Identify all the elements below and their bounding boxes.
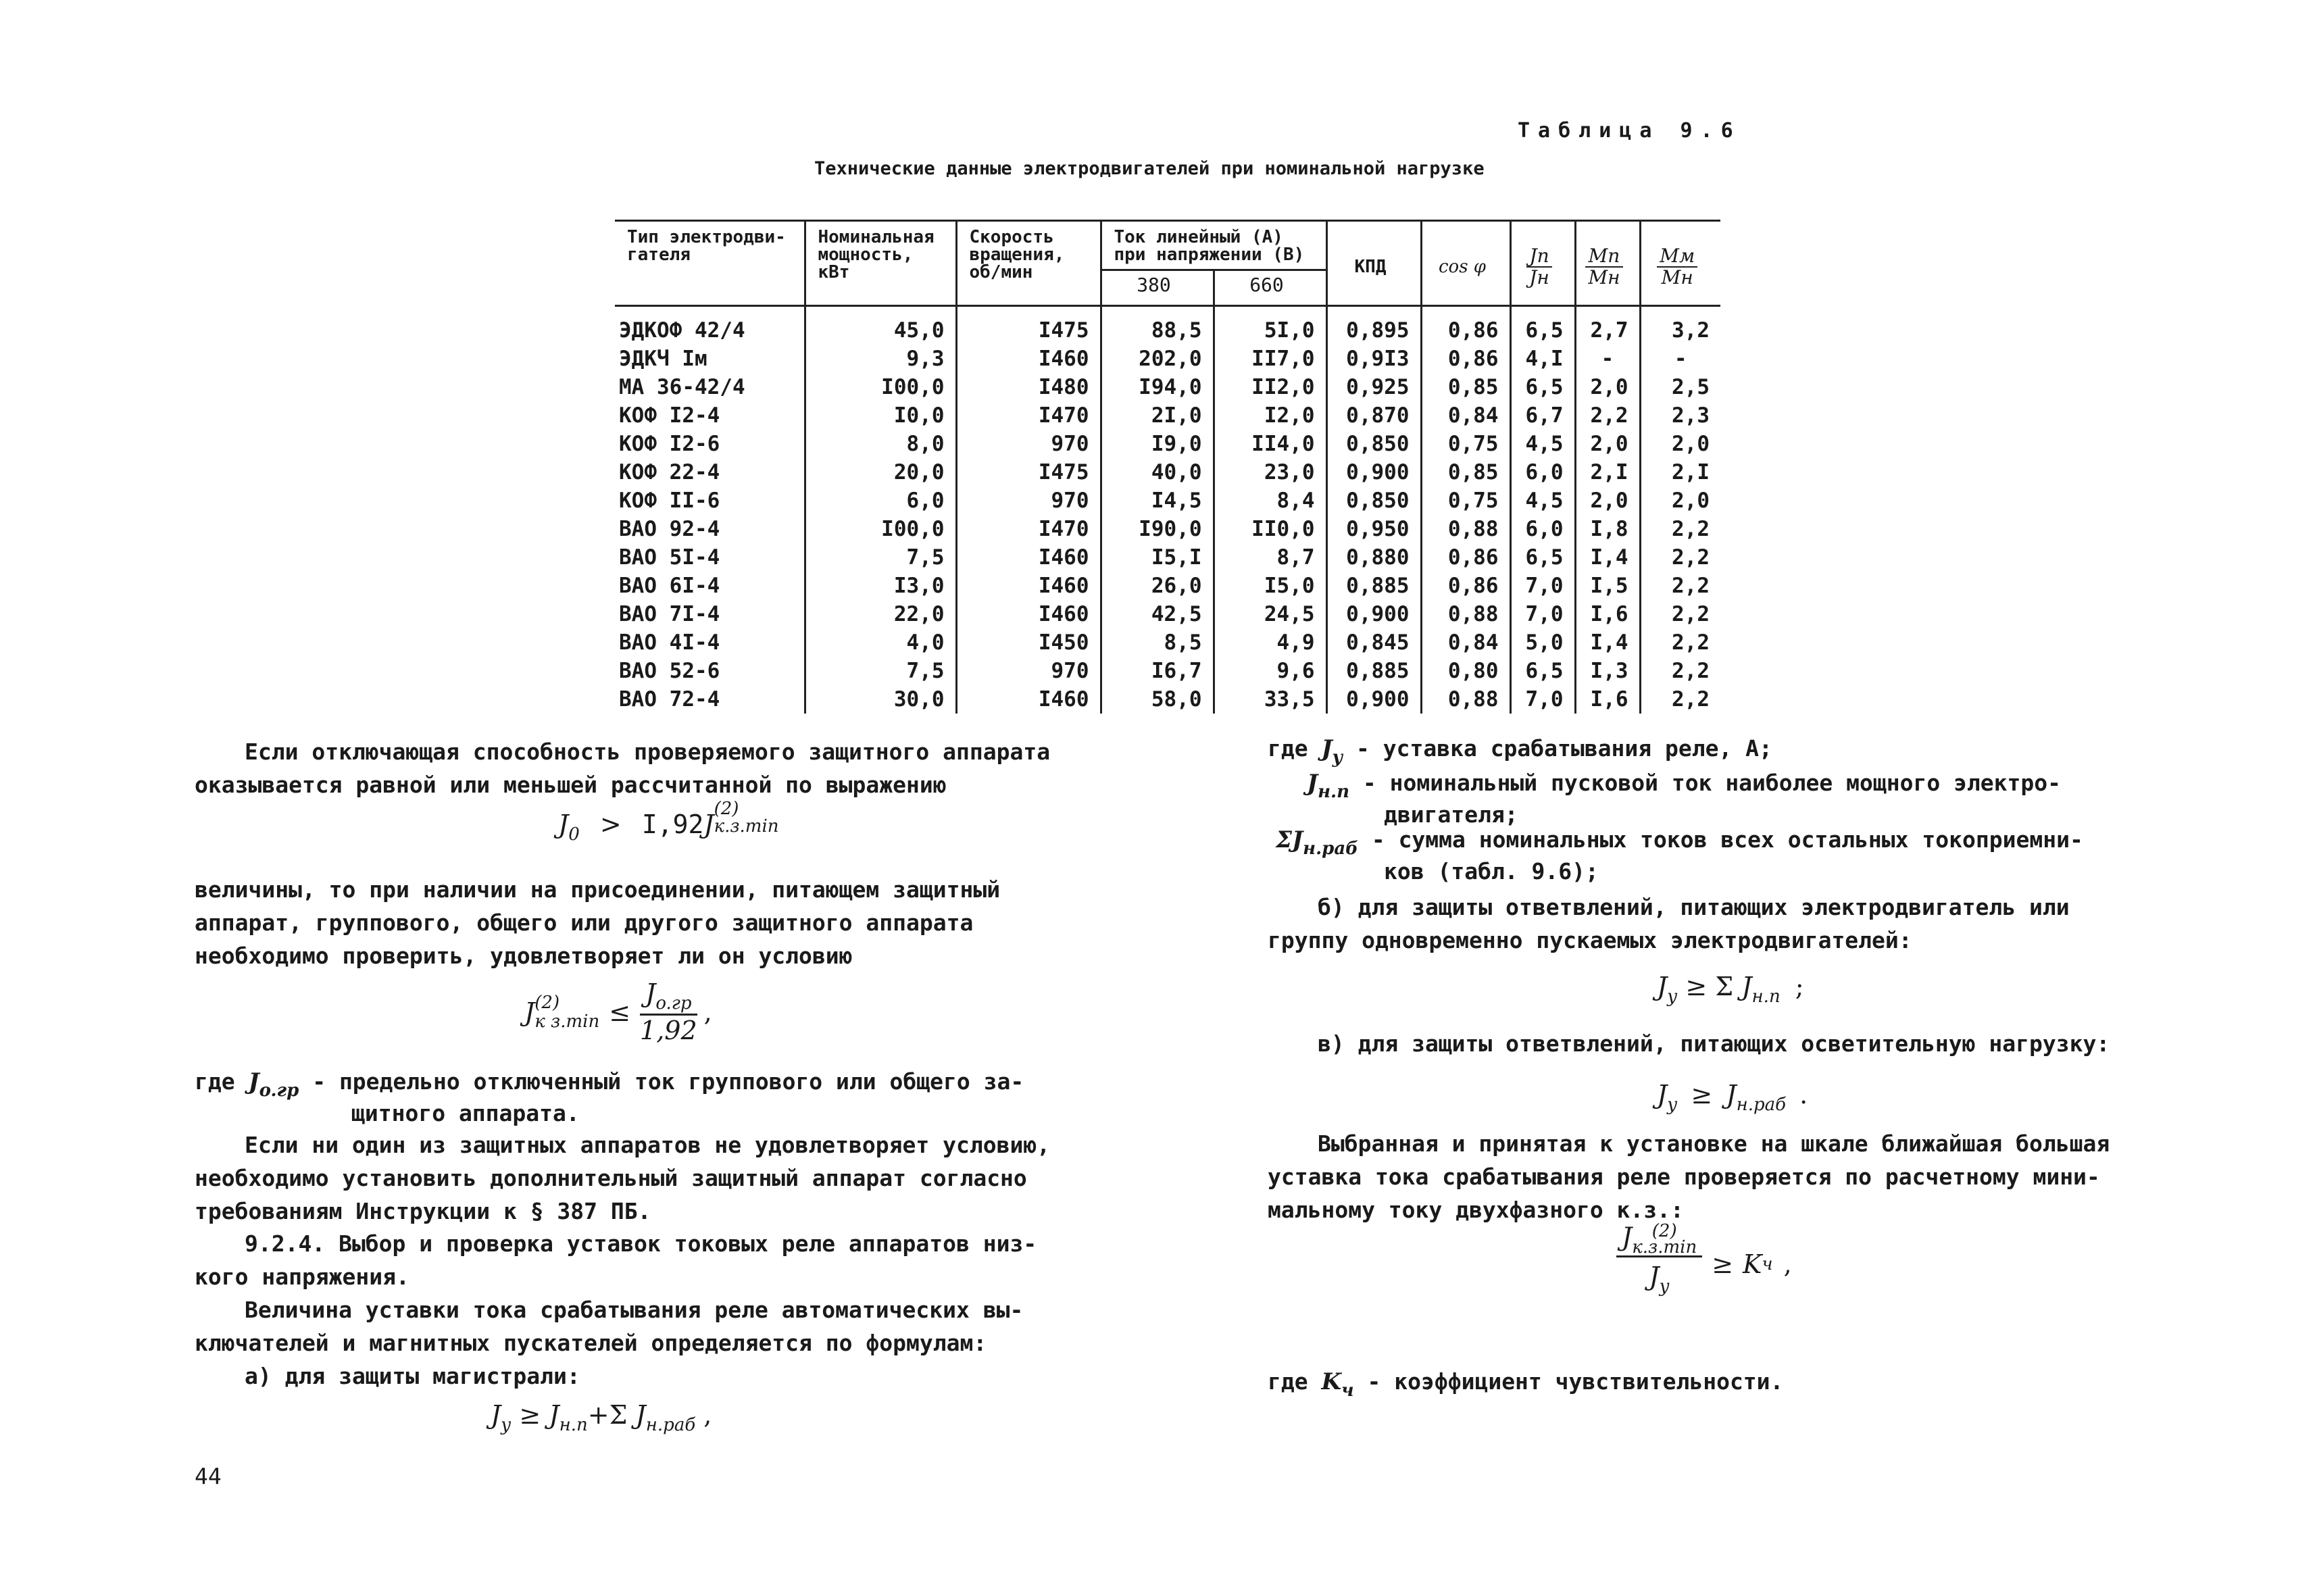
header-ip-num: Jп xyxy=(1526,246,1552,268)
f2-den: 1,92 xyxy=(640,1016,697,1045)
cell-kpd: 0,870 xyxy=(1326,401,1421,430)
left-where-1 xyxy=(195,1070,1024,1125)
header-kpd: КПД xyxy=(1326,221,1421,306)
w3-line1: - сумма номинальных токов всех остальных токоприемни- xyxy=(1371,826,2083,853)
header-type: Тип электродви-гателя xyxy=(615,221,805,306)
cell-power: 7,5 xyxy=(805,543,956,572)
cell-mm: 2,2 xyxy=(1640,685,1720,714)
f3-lhs-sub: у xyxy=(501,1415,512,1435)
b-line2: группу одновременно пускаемых электродвигателей: xyxy=(1268,927,1912,953)
f3-a-sub: н.п xyxy=(559,1415,588,1435)
p3-line1: Если ни один из защитных аппаратов не удовлетворяет условию, xyxy=(245,1132,1051,1158)
cell-mp: 2,7 xyxy=(1575,306,1640,345)
p-line2: уставка тока срабатывания реле проверяется по расчетному мини- xyxy=(1268,1164,2100,1190)
cell-ip: 4,5 xyxy=(1510,430,1575,458)
p5-line3: а) для защиты магистрали: xyxy=(245,1363,580,1389)
cell-power: I00,0 xyxy=(805,373,956,401)
header-660: 660 xyxy=(1214,270,1326,306)
cell-i660: II2,0 xyxy=(1214,373,1326,401)
table-row xyxy=(615,515,1720,543)
f4-lhs: J xyxy=(1657,972,1668,1001)
cell-speed: 970 xyxy=(956,487,1101,515)
p5-line2: ключателей и магнитных пускателей определяется по формулам: xyxy=(195,1330,987,1356)
cell-kpd: 0,925 xyxy=(1326,373,1421,401)
f5-op: ≥ xyxy=(1691,1080,1713,1109)
cell-name: ЭДКОФ 42/4 xyxy=(619,318,745,343)
left-paragraph-2 xyxy=(195,873,1000,972)
header-mp-den: Mн xyxy=(1588,266,1620,289)
p-line3: мальному току двухфазного к.з.: xyxy=(1268,1197,1684,1223)
table-row xyxy=(615,487,1720,515)
p2-line1: величины, то при наличии на присоединении, питающем защитный xyxy=(195,876,1001,903)
f5-lhs-sub: у xyxy=(1667,1095,1678,1115)
f6-num-sub: к.з.min xyxy=(1632,1237,1697,1257)
cell-i660: 5I,0 xyxy=(1214,306,1326,345)
last-symbol xyxy=(1321,1368,1354,1401)
b-line1: б) для защиты ответвлений, питающих электродвигатель или xyxy=(1318,894,2070,920)
cell-kpd: 0,885 xyxy=(1326,572,1421,600)
table-row xyxy=(615,345,1720,373)
header-mm-ratio xyxy=(1640,221,1720,306)
left-paragraph-4 xyxy=(195,1227,1037,1293)
f4-rhs: J xyxy=(1741,972,1752,1001)
cell-i380: I5,I xyxy=(1101,543,1214,572)
cell-ip: 6,0 xyxy=(1510,458,1575,487)
cell-mp: 2,2 xyxy=(1575,401,1640,430)
header-mm-den: Mн xyxy=(1661,266,1693,289)
cell-mp: I,8 xyxy=(1575,515,1640,543)
table-row xyxy=(615,306,1720,345)
cell-kpd: 0,845 xyxy=(1326,628,1421,657)
left-paragraph-5 xyxy=(195,1293,1023,1393)
formula-2 xyxy=(524,978,712,1045)
cell-name: ВАО 92-4 xyxy=(619,517,720,541)
cell-ip: 7,0 xyxy=(1510,600,1575,628)
w1-symbol xyxy=(1321,735,1343,768)
header-speed: Скорость вращения, об/мин xyxy=(956,221,1101,306)
header-ip-den: Jн xyxy=(1529,266,1549,289)
right-where-2 xyxy=(1307,772,2061,826)
table-body xyxy=(615,306,1720,714)
header-current: Ток линейный (А) при напряжении (В) xyxy=(1101,221,1326,270)
f6-rhs: K xyxy=(1743,1249,1762,1279)
w2-line2: двигателя; xyxy=(1384,801,1518,828)
cell-i660: 8,4 xyxy=(1214,487,1326,515)
w2-sym: J xyxy=(1307,770,1318,797)
f3-op: ≥ xyxy=(519,1400,541,1430)
cell-name: КОФ I2-6 xyxy=(619,432,720,456)
header-380: 380 xyxy=(1101,270,1214,306)
p1-line1: Если отключающая способность проверяемого защитного аппарата xyxy=(245,739,1051,765)
f2-lhs: J xyxy=(524,997,535,1027)
cell-power: 7,5 xyxy=(805,657,956,685)
cell-name: ВАО 7I-4 xyxy=(619,602,720,626)
f5-tail: . xyxy=(1799,1080,1808,1109)
cell-cos: 0,88 xyxy=(1421,685,1510,714)
w2-symbol xyxy=(1307,770,1350,802)
p2-line2: аппарат, группового, общего или другого защитного аппарата xyxy=(195,909,974,936)
cell-mm: 2,2 xyxy=(1640,515,1720,543)
f2-sup: (2) xyxy=(534,992,560,1013)
cell-speed: I460 xyxy=(956,685,1101,714)
table-row xyxy=(615,600,1720,628)
f1-lhs: J xyxy=(558,809,569,839)
cell-name: КОФ II-6 xyxy=(619,489,720,513)
cell-mp: 2,I xyxy=(1575,458,1640,487)
f4-tail: ; xyxy=(1795,972,1804,1001)
cell-cos: 0,88 xyxy=(1421,515,1510,543)
cell-mm: 3,2 xyxy=(1640,306,1720,345)
cell-kpd: 0,880 xyxy=(1326,543,1421,572)
cell-mm: 2,0 xyxy=(1640,487,1720,515)
f1-coef: I,92 xyxy=(641,809,704,839)
cell-mm: - xyxy=(1640,345,1720,373)
f2-op: ≤ xyxy=(609,997,631,1027)
header-mp-ratio xyxy=(1575,221,1640,306)
cell-mm: 2,2 xyxy=(1640,628,1720,657)
cell-i380: 58,0 xyxy=(1101,685,1214,714)
motor-data-table xyxy=(615,220,1720,714)
w3-symbol xyxy=(1276,826,1358,859)
cell-ip: 5,0 xyxy=(1510,628,1575,657)
cell-mp: 2,0 xyxy=(1575,487,1640,515)
header-ip-ratio xyxy=(1510,221,1575,306)
cell-i660: 24,5 xyxy=(1214,600,1326,628)
cell-i380: I94,0 xyxy=(1101,373,1214,401)
cell-mm: 2,I xyxy=(1640,458,1720,487)
cell-cos: 0,75 xyxy=(1421,430,1510,458)
p2-line3: необходимо проверить, удовлетворяет ли он условию xyxy=(195,943,853,969)
cell-power: 4,0 xyxy=(805,628,956,657)
cell-kpd: 0,9I3 xyxy=(1326,345,1421,373)
table-row xyxy=(615,657,1720,685)
cell-mm: 2,2 xyxy=(1640,600,1720,628)
formula-3 xyxy=(491,1400,712,1435)
cell-mp: I,4 xyxy=(1575,628,1640,657)
f3-plus: +Σ xyxy=(587,1400,628,1430)
f6-tail: , xyxy=(1783,1249,1792,1279)
header-power: Номинальная мощность, кВт xyxy=(805,221,956,306)
table-title: Технические данные электродвигателей при номинальной нагрузке xyxy=(814,158,1485,179)
right-where-3 xyxy=(1276,828,2083,883)
w1-sym: J xyxy=(1321,735,1333,762)
cell-power: 6,0 xyxy=(805,487,956,515)
p1-line2: оказывается равной или меньшей рассчитанной по выражению xyxy=(195,772,947,798)
right-paragraph-v xyxy=(1318,1027,2110,1060)
cell-name: ЭДКЧ Iм xyxy=(619,347,707,371)
cell-i380: 42,5 xyxy=(1101,600,1214,628)
v-line: в) для защиты ответвлений, питающих осветительную нагрузку: xyxy=(1318,1030,2110,1057)
cell-ip: 6,5 xyxy=(1510,657,1575,685)
cell-kpd: 0,850 xyxy=(1326,487,1421,515)
f6-op: ≥ xyxy=(1712,1249,1734,1279)
cell-power: I00,0 xyxy=(805,515,956,543)
cell-i660: I5,0 xyxy=(1214,572,1326,600)
where1-line2: щитного аппарата. xyxy=(351,1100,580,1126)
cell-mp: I,6 xyxy=(1575,685,1640,714)
where1-line1: - предельно отключенный ток группового или общего за- xyxy=(312,1068,1024,1095)
cell-name: ВАО 52-6 xyxy=(619,659,720,683)
table-row xyxy=(615,572,1720,600)
cell-mp: I,4 xyxy=(1575,543,1640,572)
cell-speed: I470 xyxy=(956,515,1101,543)
p4-line2: кого напряжения. xyxy=(195,1264,409,1290)
header-mp-num: Mп xyxy=(1585,246,1622,268)
header-cos-text: cos φ xyxy=(1438,256,1487,277)
cell-i380: 202,0 xyxy=(1101,345,1214,373)
cell-mm: 2,0 xyxy=(1640,430,1720,458)
w3-sub: н.раб xyxy=(1303,839,1358,859)
last-sub: ч xyxy=(1341,1380,1354,1401)
where1-sub: o.гр xyxy=(259,1080,299,1101)
f4-op: ≥ Σ xyxy=(1685,972,1734,1001)
header-mm-num: Mм xyxy=(1657,246,1697,268)
w1-sub: у xyxy=(1332,747,1343,768)
cell-cos: 0,86 xyxy=(1421,306,1510,345)
p3-line2: необходимо установить дополнительный защитный аппарат согласно xyxy=(195,1165,1027,1191)
where1-lead: где xyxy=(195,1068,235,1095)
f2-sub: к з.min xyxy=(534,1011,600,1032)
cell-speed: 970 xyxy=(956,430,1101,458)
f2-num: J xyxy=(645,978,656,1008)
cell-cos: 0,86 xyxy=(1421,572,1510,600)
where1-sym: J xyxy=(248,1068,259,1095)
f3-lhs: J xyxy=(491,1400,501,1430)
cell-i660: 33,5 xyxy=(1214,685,1326,714)
last-lead: где xyxy=(1268,1368,1308,1395)
cell-cos: 0,84 xyxy=(1421,628,1510,657)
f1-lhs-sub: 0 xyxy=(568,824,580,845)
table-row xyxy=(615,628,1720,657)
cell-i660: 8,7 xyxy=(1214,543,1326,572)
last-text: - коэффициент чувствительности. xyxy=(1367,1368,1784,1395)
cell-mp: I,6 xyxy=(1575,600,1640,628)
where1-symbol xyxy=(248,1068,299,1101)
cell-i380: 88,5 xyxy=(1101,306,1214,345)
left-paragraph-3 xyxy=(195,1128,1050,1228)
cell-kpd: 0,900 xyxy=(1326,600,1421,628)
cell-speed: I460 xyxy=(956,543,1101,572)
cell-speed: I460 xyxy=(956,600,1101,628)
cell-name: МА 36-42/4 xyxy=(619,375,745,399)
cell-name: ВАО 6I-4 xyxy=(619,574,720,598)
f2-num-sub: o.гр xyxy=(655,993,692,1014)
f2-tail: , xyxy=(703,997,712,1027)
f1-op: > xyxy=(599,809,622,839)
cell-mp: - xyxy=(1575,345,1640,373)
right-last-where xyxy=(1268,1365,1783,1407)
left-paragraph-1 xyxy=(195,735,1050,801)
cell-kpd: 0,895 xyxy=(1326,306,1421,345)
cell-i380: I90,0 xyxy=(1101,515,1214,543)
cell-mm: 2,5 xyxy=(1640,373,1720,401)
w1-lead: где xyxy=(1268,735,1308,762)
cell-i380: 2I,0 xyxy=(1101,401,1214,430)
f1-sup: (2) xyxy=(714,799,739,819)
p4-line1: 9.2.4. Выбор и проверка уставок токовых реле аппаратов низ- xyxy=(245,1230,1037,1257)
cell-cos: 0,88 xyxy=(1421,600,1510,628)
cell-i660: 9,6 xyxy=(1214,657,1326,685)
cell-ip: 7,0 xyxy=(1510,572,1575,600)
right-paragraph-b xyxy=(1268,891,2070,957)
cell-ip: 6,7 xyxy=(1510,401,1575,430)
right-where-1 xyxy=(1268,735,1772,771)
cell-kpd: 0,950 xyxy=(1326,515,1421,543)
cell-cos: 0,84 xyxy=(1421,401,1510,430)
w2-line1: - номинальный пусковой ток наиболее мощного электро- xyxy=(1362,770,2062,796)
table-row xyxy=(615,543,1720,572)
cell-i660: 23,0 xyxy=(1214,458,1326,487)
cell-kpd: 0,900 xyxy=(1326,685,1421,714)
cell-i660: 4,9 xyxy=(1214,628,1326,657)
cell-kpd: 0,900 xyxy=(1326,458,1421,487)
w3-line2: ков (табл. 9.6); xyxy=(1384,858,1599,884)
f5-lhs: J xyxy=(1657,1080,1668,1109)
cell-mm: 2,2 xyxy=(1640,543,1720,572)
f4-lhs-sub: у xyxy=(1667,987,1678,1007)
table-row xyxy=(615,401,1720,430)
cell-i660: II4,0 xyxy=(1214,430,1326,458)
cell-ip: 4,I xyxy=(1510,345,1575,373)
cell-ip: 6,5 xyxy=(1510,543,1575,572)
cell-speed: I460 xyxy=(956,572,1101,600)
table-row xyxy=(615,458,1720,487)
f3-tail: , xyxy=(703,1400,712,1430)
f6-num-sup: (2) xyxy=(1651,1221,1677,1241)
cell-i380: 26,0 xyxy=(1101,572,1214,600)
cell-cos: 0,80 xyxy=(1421,657,1510,685)
cell-name: ВАО 5I-4 xyxy=(619,545,720,570)
cell-power: 8,0 xyxy=(805,430,956,458)
cell-i380: 40,0 xyxy=(1101,458,1214,487)
w1-text: - уставка срабатывания реле, А; xyxy=(1356,735,1772,762)
cell-i380: I9,0 xyxy=(1101,430,1214,458)
f5-rhs: J xyxy=(1726,1080,1737,1109)
w2-sub: н.п xyxy=(1318,782,1350,802)
cell-ip: 6,5 xyxy=(1510,306,1575,345)
cell-mp: I,5 xyxy=(1575,572,1640,600)
cell-speed: I470 xyxy=(956,401,1101,430)
f4-rhs-sub: н.п xyxy=(1751,987,1781,1007)
cell-cos: 0,85 xyxy=(1421,373,1510,401)
f1-sub: к.з.min xyxy=(714,816,779,837)
f6-rhs-sub: ч xyxy=(1762,1254,1773,1274)
cell-speed: I480 xyxy=(956,373,1101,401)
cell-i380: I6,7 xyxy=(1101,657,1214,685)
cell-i660: II0,0 xyxy=(1214,515,1326,543)
table-label: Таблица 9.6 xyxy=(1518,119,1741,143)
cell-power: 22,0 xyxy=(805,600,956,628)
cell-mp: 2,0 xyxy=(1575,373,1640,401)
f1-rhs: J xyxy=(703,809,714,839)
f3-a: J xyxy=(549,1400,559,1430)
table-row xyxy=(615,373,1720,401)
cell-speed: 970 xyxy=(956,657,1101,685)
f5-rhs-sub: н.раб xyxy=(1736,1095,1786,1115)
formula-5 xyxy=(1657,1080,1808,1115)
cell-i660: II7,0 xyxy=(1214,345,1326,373)
page-number: 44 xyxy=(195,1463,222,1489)
cell-power: 20,0 xyxy=(805,458,956,487)
cell-mp: I,3 xyxy=(1575,657,1640,685)
cell-power: 45,0 xyxy=(805,306,956,345)
cell-cos: 0,86 xyxy=(1421,345,1510,373)
table-row xyxy=(615,685,1720,714)
f6-den-sub: у xyxy=(1659,1276,1670,1297)
cell-speed: I450 xyxy=(956,628,1101,657)
cell-mp: 2,0 xyxy=(1575,430,1640,458)
cell-speed: I460 xyxy=(956,345,1101,373)
cell-name: ВАО 72-4 xyxy=(619,687,720,712)
cell-mm: 2,2 xyxy=(1640,572,1720,600)
cell-cos: 0,75 xyxy=(1421,487,1510,515)
cell-ip: 6,0 xyxy=(1510,515,1575,543)
w3-sym: ΣJ xyxy=(1276,826,1303,853)
header-cos xyxy=(1421,221,1510,306)
cell-name: КОФ 22-4 xyxy=(619,460,720,484)
cell-power: I3,0 xyxy=(805,572,956,600)
cell-kpd: 0,850 xyxy=(1326,430,1421,458)
formula-1 xyxy=(558,799,779,845)
f6-den: J xyxy=(1649,1262,1660,1291)
cell-name: КОФ I2-4 xyxy=(619,403,720,428)
cell-name: ВАО 4I-4 xyxy=(619,630,720,655)
cell-kpd: 0,885 xyxy=(1326,657,1421,685)
cell-cos: 0,86 xyxy=(1421,543,1510,572)
cell-ip: 7,0 xyxy=(1510,685,1575,714)
cell-mm: 2,3 xyxy=(1640,401,1720,430)
cell-mm: 2,2 xyxy=(1640,657,1720,685)
cell-power: 9,3 xyxy=(805,345,956,373)
last-sym: K xyxy=(1321,1368,1342,1395)
cell-i380: 8,5 xyxy=(1101,628,1214,657)
cell-i660: I2,0 xyxy=(1214,401,1326,430)
cell-power: I0,0 xyxy=(805,401,956,430)
f3-b: J xyxy=(635,1400,646,1430)
table-row xyxy=(615,430,1720,458)
right-paragraph-p xyxy=(1268,1127,2110,1226)
p-line1: Выбранная и принятая к установке на шкале ближайшая большая xyxy=(1318,1130,2110,1157)
cell-i380: I4,5 xyxy=(1101,487,1214,515)
cell-ip: 6,5 xyxy=(1510,373,1575,401)
f3-b-sub: н.раб xyxy=(645,1415,696,1435)
p5-line1: Величина уставки тока срабатывания реле автоматических вы- xyxy=(245,1297,1024,1323)
p3-line3: требованиям Инструкции к § 387 ПБ. xyxy=(195,1198,651,1224)
f6-num: J xyxy=(1622,1222,1633,1252)
cell-speed: I475 xyxy=(956,306,1101,345)
cell-cos: 0,85 xyxy=(1421,458,1510,487)
cell-power: 30,0 xyxy=(805,685,956,714)
cell-speed: I475 xyxy=(956,458,1101,487)
formula-6 xyxy=(1616,1223,1792,1305)
formula-4 xyxy=(1657,972,1804,1007)
cell-ip: 4,5 xyxy=(1510,487,1575,515)
